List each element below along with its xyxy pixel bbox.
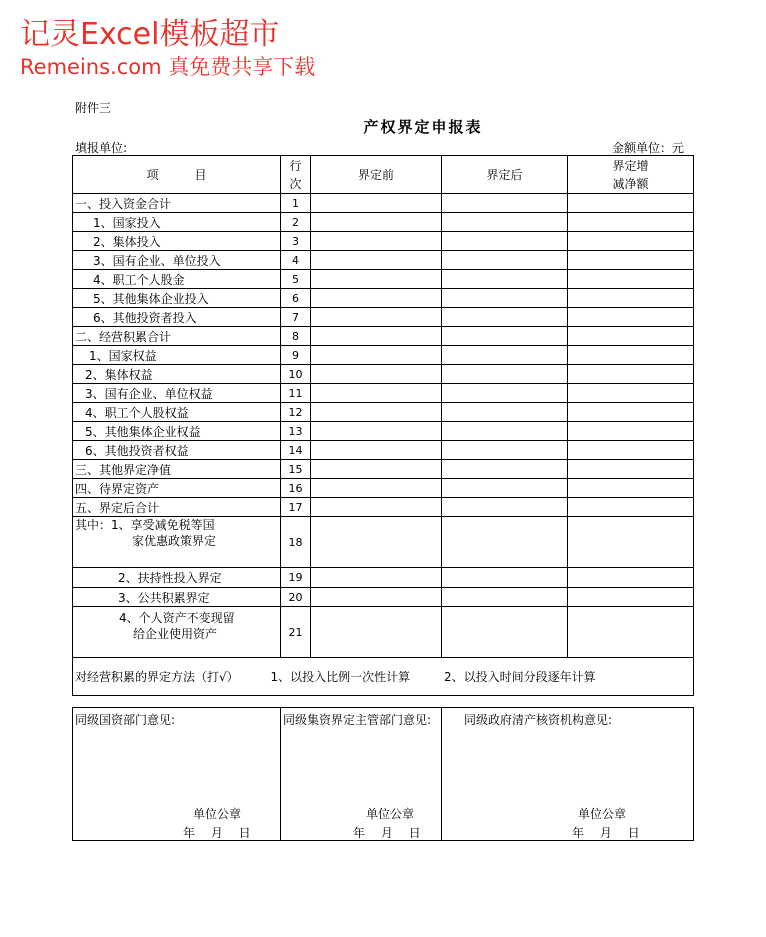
header-row-no — [281, 156, 311, 194]
row-no: 1 — [281, 194, 311, 213]
row-item: 1、国家投入 — [73, 213, 281, 232]
cell-net[interactable] — [568, 479, 694, 498]
cell-net[interactable] — [568, 498, 694, 517]
cell-net[interactable] — [568, 327, 694, 346]
header-before: 界定前 — [311, 156, 442, 194]
table-row — [73, 517, 694, 568]
row-item: 二、经营积累合计 — [73, 327, 281, 346]
table-row — [73, 422, 694, 441]
row-item: 4、职工个人股金 — [73, 270, 281, 289]
cell-before[interactable] — [311, 479, 442, 498]
signature-box-asset — [73, 708, 281, 841]
cell-before[interactable] — [311, 441, 442, 460]
cell-before[interactable] — [311, 607, 442, 658]
row-no: 17 — [281, 498, 311, 517]
table-row — [73, 213, 694, 232]
table-row — [73, 289, 694, 308]
row-item-line2: 家优惠政策界定 — [132, 534, 217, 548]
header-row-no-1: 行 — [289, 158, 302, 173]
table-row — [73, 384, 694, 403]
date-label: 年 月 日 — [183, 826, 251, 840]
cell-after[interactable] — [442, 384, 568, 403]
cell-after[interactable] — [442, 327, 568, 346]
signature-box-collective — [281, 708, 442, 841]
row-item: 6、其他投资者投入 — [73, 308, 281, 327]
cell-before[interactable] — [311, 422, 442, 441]
row-no: 13 — [281, 422, 311, 441]
row-item: 6、其他投资者权益 — [73, 441, 281, 460]
signature-box-government — [442, 708, 694, 841]
table-row — [73, 607, 694, 658]
cell-before[interactable] — [311, 251, 442, 270]
row-no: 15 — [281, 460, 311, 479]
cell-before[interactable] — [311, 270, 442, 289]
row-no: 18 — [281, 517, 311, 568]
cell-net[interactable] — [568, 517, 694, 568]
cell-net[interactable] — [568, 607, 694, 658]
header-row-no-2: 次 — [289, 176, 302, 191]
method-row — [73, 658, 694, 696]
row-no: 20 — [281, 588, 311, 607]
method-label: 对经营积累的界定方法（打√） — [75, 670, 239, 684]
cell-before[interactable] — [311, 588, 442, 607]
seal-label: 单位公章 — [366, 807, 415, 821]
cell-after[interactable] — [442, 270, 568, 289]
watermark-title: 记灵Excel模板超市 — [20, 17, 280, 52]
table-row — [73, 441, 694, 460]
cell-before[interactable] — [311, 403, 442, 422]
cell-after[interactable] — [442, 194, 568, 213]
fill-unit-label: 填报单位: — [75, 141, 128, 155]
table-row — [73, 346, 694, 365]
seal-label: 单位公章 — [578, 807, 627, 821]
cell-before[interactable] — [311, 517, 442, 568]
row-no: 3 — [281, 232, 311, 251]
row-item: 1、国家权益 — [73, 346, 281, 365]
opinion-label: 同级国资部门意见: — [75, 713, 176, 727]
amount-unit-label: 金额单位：元 — [612, 141, 685, 155]
method-cell — [73, 658, 694, 696]
cell-before[interactable] — [311, 384, 442, 403]
cell-after[interactable] — [442, 517, 568, 568]
property-table — [72, 155, 694, 696]
table-row — [73, 327, 694, 346]
cell-after[interactable] — [442, 479, 568, 498]
cell-net[interactable] — [568, 232, 694, 251]
cell-net[interactable] — [568, 289, 694, 308]
cell-net[interactable] — [568, 308, 694, 327]
row-item-line2: 给企业使用资产 — [133, 627, 218, 641]
cell-after[interactable] — [442, 308, 568, 327]
cell-net[interactable] — [568, 441, 694, 460]
header-net-2: 减净额 — [612, 176, 649, 191]
cell-before[interactable] — [311, 346, 442, 365]
row-no: 16 — [281, 479, 311, 498]
cell-before[interactable] — [311, 232, 442, 251]
cell-after[interactable] — [442, 460, 568, 479]
row-item: 2、扶持性投入界定 — [73, 568, 281, 588]
cell-before[interactable] — [311, 327, 442, 346]
row-no: 2 — [281, 213, 311, 232]
date-label: 年 月 日 — [572, 826, 640, 840]
cell-before[interactable] — [311, 213, 442, 232]
row-item: 4、职工个人股权益 — [73, 403, 281, 422]
cell-net[interactable] — [568, 194, 694, 213]
row-no: 9 — [281, 346, 311, 365]
row-no: 8 — [281, 327, 311, 346]
row-item: 三、其他界定净值 — [73, 460, 281, 479]
row-item: 3、国有企业、单位权益 — [73, 384, 281, 403]
watermark-subtitle: Remeins.com 真免费共享下载 — [20, 55, 316, 79]
cell-after[interactable] — [442, 213, 568, 232]
row-item: 五、界定后合计 — [73, 498, 281, 517]
cell-net[interactable] — [568, 568, 694, 588]
seal-label: 单位公章 — [193, 807, 242, 821]
cell-net[interactable] — [568, 270, 694, 289]
table-row — [73, 365, 694, 384]
cell-net[interactable] — [568, 403, 694, 422]
row-item: 3、国有企业、单位投入 — [73, 251, 281, 270]
table-row — [73, 403, 694, 422]
attachment-label: 附件三 — [75, 101, 112, 115]
header-row — [73, 156, 694, 194]
row-item: 一、投入资金合计 — [73, 194, 281, 213]
row-item: 3、公共积累界定 — [73, 588, 281, 607]
row-item: 5、其他集体企业投入 — [73, 289, 281, 308]
cell-before[interactable] — [311, 568, 442, 588]
cell-after[interactable] — [442, 346, 568, 365]
row-item-line1: 4、个人资产不变现留 — [119, 611, 235, 625]
row-no: 19 — [281, 568, 311, 588]
row-no: 6 — [281, 289, 311, 308]
table-row — [73, 479, 694, 498]
cell-net[interactable] — [568, 460, 694, 479]
cell-net[interactable] — [568, 346, 694, 365]
header-net — [568, 156, 694, 194]
cell-after[interactable] — [442, 441, 568, 460]
row-item: 2、集体权益 — [73, 365, 281, 384]
row-item — [73, 607, 281, 658]
row-no: 12 — [281, 403, 311, 422]
row-item-line1: 其中：1、享受减免税等国 — [75, 518, 215, 532]
cell-after[interactable] — [442, 251, 568, 270]
cell-before[interactable] — [311, 460, 442, 479]
cell-after[interactable] — [442, 498, 568, 517]
cell-net[interactable] — [568, 213, 694, 232]
cell-after[interactable] — [442, 403, 568, 422]
row-no: 21 — [281, 607, 311, 658]
row-no: 14 — [281, 441, 311, 460]
header-net-1: 界定增 — [612, 158, 649, 173]
row-no: 5 — [281, 270, 311, 289]
row-item: 5、其他集体企业权益 — [73, 422, 281, 441]
cell-net[interactable] — [568, 251, 694, 270]
row-no: 11 — [281, 384, 311, 403]
table-row — [73, 588, 694, 607]
cell-before[interactable] — [311, 365, 442, 384]
opinion-label: 同级集资界定主管部门意见: — [283, 713, 432, 727]
opinion-label: 同级政府清产核资机构意见: — [464, 713, 613, 727]
table-row — [73, 232, 694, 251]
cell-before[interactable] — [311, 308, 442, 327]
cell-after[interactable] — [442, 422, 568, 441]
table-row — [73, 270, 694, 289]
cell-after[interactable] — [442, 607, 568, 658]
table-row — [73, 568, 694, 588]
header-after: 界定后 — [442, 156, 568, 194]
cell-net[interactable] — [568, 365, 694, 384]
table-row — [73, 194, 694, 213]
table-row — [73, 308, 694, 327]
cell-net[interactable] — [568, 384, 694, 403]
cell-after[interactable] — [442, 289, 568, 308]
row-item: 四、待界定资产 — [73, 479, 281, 498]
cell-after[interactable] — [442, 232, 568, 251]
row-no: 4 — [281, 251, 311, 270]
date-label: 年 月 日 — [353, 826, 421, 840]
row-item — [73, 517, 281, 568]
row-item: 2、集体投入 — [73, 232, 281, 251]
cell-net[interactable] — [568, 588, 694, 607]
header-item: 项 目 — [73, 156, 281, 194]
method-option-1[interactable]: 1、以投入比例一次性计算 — [270, 670, 411, 684]
page-title: 产权界定申报表 — [363, 118, 483, 136]
table-row — [73, 251, 694, 270]
method-option-2[interactable]: 2、以投入时间分段逐年计算 — [443, 670, 596, 684]
row-no: 7 — [281, 308, 311, 327]
cell-after[interactable] — [442, 568, 568, 588]
cell-before[interactable] — [311, 289, 442, 308]
cell-before[interactable] — [311, 498, 442, 517]
cell-after[interactable] — [442, 365, 568, 384]
signature-table — [72, 707, 694, 841]
cell-net[interactable] — [568, 422, 694, 441]
table-row — [73, 460, 694, 479]
cell-before[interactable] — [311, 194, 442, 213]
table-row — [73, 498, 694, 517]
cell-after[interactable] — [442, 588, 568, 607]
row-no: 10 — [281, 365, 311, 384]
